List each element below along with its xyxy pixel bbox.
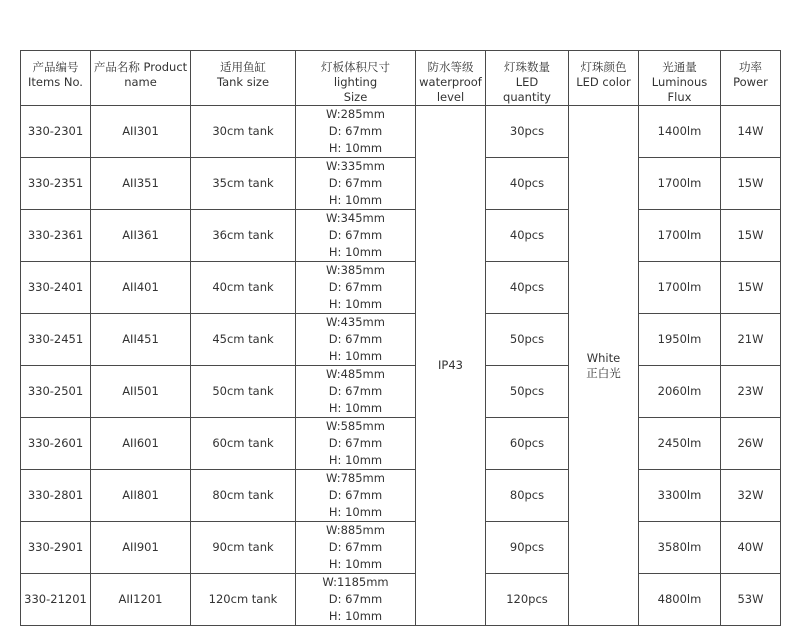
header-zh: 灯珠数量 <box>504 60 550 74</box>
lighting-size-cell <box>296 158 416 210</box>
product-name-cell: AII601 <box>91 418 191 470</box>
lighting-size-cell <box>296 574 416 626</box>
product-name-cell: AII901 <box>91 522 191 574</box>
size-width: W:1185mm <box>322 575 389 589</box>
header-zh: 灯板体积尺寸 lighting <box>321 60 390 89</box>
size-width: W:345mm <box>326 211 385 225</box>
power-cell: 15W <box>721 158 781 210</box>
size-width: W:585mm <box>326 419 385 433</box>
tank-size-cell: 60cm tank <box>191 418 296 470</box>
size-width: W:885mm <box>326 523 385 537</box>
led-color-cell <box>569 106 639 626</box>
led-color-zh: 正白光 <box>586 365 621 380</box>
size-height: H: 10mm <box>328 609 383 623</box>
header-en: Power <box>733 75 768 89</box>
header-zh: 防水等级 <box>427 60 474 74</box>
header-en: LED <box>515 75 539 89</box>
size-width: W:335mm <box>326 159 385 173</box>
led-quantity-cell: 40pcs <box>486 158 569 210</box>
header-zh: 灯珠颜色 <box>580 60 627 74</box>
item-no-cell: 330-2501 <box>21 366 91 418</box>
luminous-flux-cell: 1700lm <box>639 262 721 314</box>
table-row <box>21 470 781 522</box>
led-color-en: White <box>586 350 621 365</box>
led-quantity-cell: 90pcs <box>486 522 569 574</box>
table-row <box>21 522 781 574</box>
item-no-cell: 330-2401 <box>21 262 91 314</box>
product-name-cell: AII301 <box>91 106 191 158</box>
power-cell: 40W <box>721 522 781 574</box>
product-name-cell: AII351 <box>91 158 191 210</box>
item-no-cell: 330-2301 <box>21 106 91 158</box>
table-row <box>21 314 781 366</box>
header-tank-size <box>191 51 296 106</box>
led-quantity-cell: 50pcs <box>486 366 569 418</box>
size-width: W:485mm <box>326 367 385 381</box>
tank-size-cell: 90cm tank <box>191 522 296 574</box>
header-lighting-size <box>296 51 416 106</box>
lighting-size-cell <box>296 210 416 262</box>
size-height: H: 10mm <box>328 141 383 155</box>
header-product-name <box>91 51 191 106</box>
header-en: Luminous <box>651 75 708 89</box>
header-zh: 功率 <box>739 60 762 74</box>
size-depth: D: 67mm <box>328 124 383 138</box>
header-zh: 产品编号 <box>32 60 79 74</box>
header-row <box>21 51 781 106</box>
header-en: waterproof <box>419 75 482 89</box>
size-width: W:785mm <box>326 471 385 485</box>
size-depth: D: 67mm <box>328 384 383 398</box>
lighting-size-cell <box>296 418 416 470</box>
tank-size-cell: 80cm tank <box>191 470 296 522</box>
led-quantity-cell: 30pcs <box>486 106 569 158</box>
size-depth: D: 67mm <box>328 176 383 190</box>
header-en: quantity <box>503 90 551 104</box>
tank-size-cell: 30cm tank <box>191 106 296 158</box>
header-en: LED color <box>576 75 631 89</box>
size-width: W:285mm <box>326 107 385 121</box>
luminous-flux-cell: 1400lm <box>639 106 721 158</box>
luminous-flux-cell: 4800lm <box>639 574 721 626</box>
product-name-cell: AII501 <box>91 366 191 418</box>
table-row <box>21 106 781 158</box>
power-cell: 15W <box>721 262 781 314</box>
power-cell: 23W <box>721 366 781 418</box>
header-zh: 光通量 <box>662 60 697 74</box>
size-height: H: 10mm <box>328 349 383 363</box>
tank-size-cell: 50cm tank <box>191 366 296 418</box>
size-depth: D: 67mm <box>328 228 383 242</box>
header-en: Flux <box>667 90 692 104</box>
table-row <box>21 158 781 210</box>
luminous-flux-cell: 1700lm <box>639 210 721 262</box>
table-row <box>21 262 781 314</box>
header-en: name <box>124 75 157 89</box>
power-cell: 15W <box>721 210 781 262</box>
header-en: level <box>436 90 465 104</box>
luminous-flux-cell: 1950lm <box>639 314 721 366</box>
header-led-quantity <box>486 51 569 106</box>
lighting-size-cell <box>296 366 416 418</box>
item-no-cell: 330-2801 <box>21 470 91 522</box>
product-name-cell: AII1201 <box>91 574 191 626</box>
size-width: W:435mm <box>326 315 385 329</box>
product-name-cell: AII801 <box>91 470 191 522</box>
item-no-cell: 330-2601 <box>21 418 91 470</box>
header-luminous-flux <box>639 51 721 106</box>
lighting-size-cell <box>296 106 416 158</box>
size-depth: D: 67mm <box>328 488 383 502</box>
waterproof-level-cell: IP43 <box>416 106 486 626</box>
power-cell: 32W <box>721 470 781 522</box>
lighting-size-cell <box>296 314 416 366</box>
tank-size-cell: 45cm tank <box>191 314 296 366</box>
table-row <box>21 366 781 418</box>
size-depth: D: 67mm <box>328 540 383 554</box>
header-zh: 适用鱼缸 <box>220 60 266 74</box>
size-height: H: 10mm <box>328 193 383 207</box>
power-cell: 26W <box>721 418 781 470</box>
luminous-flux-cell: 2060lm <box>639 366 721 418</box>
table-body <box>21 106 781 626</box>
item-no-cell: 330-21201 <box>21 574 91 626</box>
product-name-cell: AII451 <box>91 314 191 366</box>
size-depth: D: 67mm <box>328 332 383 346</box>
size-height: H: 10mm <box>328 297 383 311</box>
size-depth: D: 67mm <box>328 280 383 294</box>
spec-table <box>20 50 781 626</box>
luminous-flux-cell: 1700lm <box>639 158 721 210</box>
tank-size-cell: 120cm tank <box>191 574 296 626</box>
product-name-cell: AII361 <box>91 210 191 262</box>
table-row <box>21 574 781 626</box>
product-name-cell: AII401 <box>91 262 191 314</box>
header-en: Size <box>343 90 368 104</box>
size-depth: D: 67mm <box>328 436 383 450</box>
size-height: H: 10mm <box>328 505 383 519</box>
power-cell: 53W <box>721 574 781 626</box>
size-height: H: 10mm <box>328 453 383 467</box>
power-cell: 21W <box>721 314 781 366</box>
table-row <box>21 210 781 262</box>
item-no-cell: 330-2351 <box>21 158 91 210</box>
led-quantity-cell: 120pcs <box>486 574 569 626</box>
tank-size-cell: 36cm tank <box>191 210 296 262</box>
header-en: Items No. <box>28 75 83 89</box>
item-no-cell: 330-2361 <box>21 210 91 262</box>
header-en: Tank size <box>216 75 270 89</box>
item-no-cell: 330-2451 <box>21 314 91 366</box>
luminous-flux-cell: 3580lm <box>639 522 721 574</box>
power-cell: 14W <box>721 106 781 158</box>
luminous-flux-cell: 3300lm <box>639 470 721 522</box>
size-height: H: 10mm <box>328 245 383 259</box>
header-waterproof-level <box>416 51 486 106</box>
led-quantity-cell: 50pcs <box>486 314 569 366</box>
lighting-size-cell <box>296 262 416 314</box>
size-height: H: 10mm <box>328 401 383 415</box>
tank-size-cell: 35cm tank <box>191 158 296 210</box>
header-items-no <box>21 51 91 106</box>
size-width: W:385mm <box>326 263 385 277</box>
item-no-cell: 330-2901 <box>21 522 91 574</box>
size-depth: D: 67mm <box>328 592 383 606</box>
tank-size-cell: 40cm tank <box>191 262 296 314</box>
lighting-size-cell <box>296 522 416 574</box>
led-quantity-cell: 40pcs <box>486 210 569 262</box>
size-height: H: 10mm <box>328 557 383 571</box>
header-led-color <box>569 51 639 106</box>
led-quantity-cell: 60pcs <box>486 418 569 470</box>
led-quantity-cell: 80pcs <box>486 470 569 522</box>
lighting-size-cell <box>296 470 416 522</box>
header-zh: 产品名称 Product <box>93 60 188 74</box>
table-row <box>21 418 781 470</box>
luminous-flux-cell: 2450lm <box>639 418 721 470</box>
header-power <box>721 51 781 106</box>
led-quantity-cell: 40pcs <box>486 262 569 314</box>
